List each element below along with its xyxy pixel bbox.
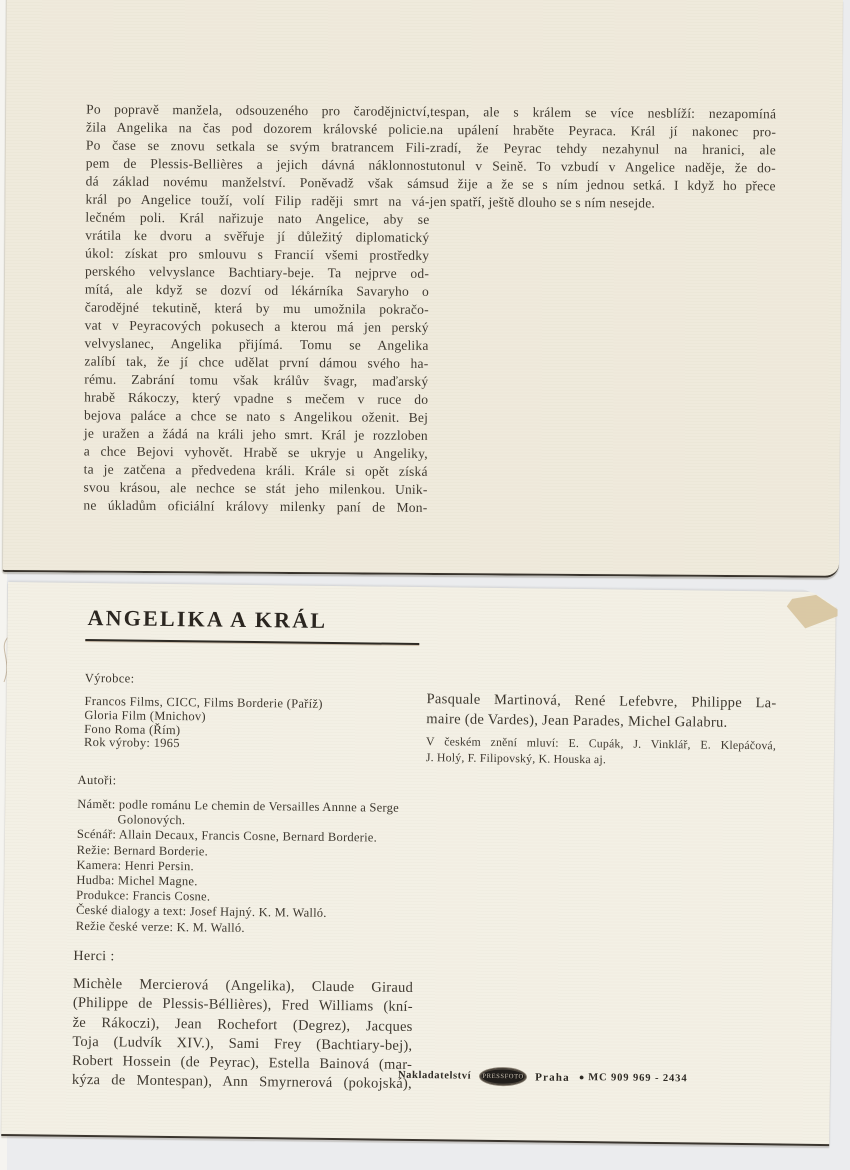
catalog-code-text: MC 909 969 - 2434 (588, 1072, 688, 1085)
text-line: je uražen a žádá na králi jeho smrt. Král je rozzloben (83, 425, 428, 443)
authors-label: Autoři: (77, 772, 117, 788)
text-line: sud žije a že se s ním jednou setká. I když ho přece (429, 175, 776, 194)
text-line: že Rákoczi), Jean Rochefort (Degrez), Jacques (72, 1014, 413, 1035)
text-line: (Philippe de Plessis-Béllières), Fred Williams (kní- (72, 995, 413, 1016)
text-line: Francos Films, CICC, Films Borderie (Paříž) (84, 693, 323, 711)
text-line: Golonových. (77, 812, 186, 828)
text-line: zradí, že Peyrac tehdy nezahynul na hranici, ale (429, 139, 776, 158)
text-line: maire (de Vardes), Jean Parades, Michel Galabru. (426, 711, 728, 731)
text-line: hrabě Rákoczy, který vpadne s mečem v ruce do (84, 389, 429, 407)
cast-label: Herci : (73, 948, 115, 965)
text-line: Kamera: Henri Persin. (76, 857, 195, 874)
title-underline (85, 639, 419, 645)
scanned-page-bottom (1, 582, 836, 1146)
text-line: Produkce: Francis Cosne. (76, 888, 211, 904)
text-line: pem de Plessis-Bellières a jejich dávná náklonnost (85, 155, 430, 173)
text-line: na upálení hraběte Peyraca. Král jí nakonec pro- (430, 121, 777, 140)
text-line: velvyslanec, Angelika přijímá. Tomu se Angelika (84, 335, 429, 353)
text-line: úkol: získat pro smlouvu s Francií všemi prostředky (85, 245, 430, 263)
text-line: jen spatří, ještě dlouho se s ním nesejde. (429, 193, 656, 211)
text-line: ta je zatčena a předvedena králi. Krále si opět získá (83, 461, 428, 479)
text-line: Gloria Film (Mnichov) (84, 707, 207, 724)
text-line: Michèle Mercierová (Angelika), Claude Giraud (72, 975, 414, 996)
text-line: zalíbí tak, že jí chce udělat první dámou svého ha- (84, 353, 429, 371)
dubbing-cast-list (426, 733, 776, 769)
text-line: tespan, ale s králem se více nesblíží: nezapomíná (430, 103, 777, 122)
text-line: Režie: Bernard Borderie. (76, 842, 209, 859)
text-line: bejova paláce a chce se nato s Angelikou oženit. Bej (84, 407, 429, 425)
text-line: vrátila ke dvoru a svěřuje jí důležitý diplomatický (85, 227, 430, 245)
cast-list (72, 975, 413, 1095)
text-line: kýza de Montespan), Ann Smyrnerová (pokojská), (71, 1072, 412, 1093)
text-line: České dialogy a text: Josef Hajný. K. M. Walló. (75, 903, 327, 921)
text-line: král po Angelice touží, volí Filip raději smrt na vá- (85, 191, 430, 209)
text-line: perského velvyslance Bachtiary-beje. Ta nejprve od- (85, 263, 430, 281)
text-line: V českém znění mluví: E. Cupák, J. Vinklář, E. Klepáčová, (426, 734, 777, 753)
text-line: svou krásou, ale nechce se stát jeho milenkou. Unik- (83, 479, 428, 497)
synopsis-column-right (429, 103, 776, 213)
film-title: ANGELIKA A KRÁL (87, 604, 328, 633)
text-line: mítá, ale když se dozví od lékárníka Savaryho o (84, 281, 429, 299)
pressfoto-logo-icon: PRESSFOTO (480, 1068, 526, 1086)
text-line: utonul v Seině. To vzbudí v Angelice naděje, že do- (429, 157, 776, 176)
text-line: J. Holý, F. Filipovský, K. Houska aj. (425, 750, 607, 767)
text-line: ne úkladům oficiální královy milenky paní de Mon- (83, 497, 428, 515)
text-line: rému. Zabrání tomu však králův švagr, maďarský (84, 371, 429, 389)
text-line: Toja (Ludvík XIV.), Sami Frey (Bachtiary-bej), (72, 1033, 413, 1054)
credits-list (76, 797, 468, 939)
scanned-page-top (2, 0, 843, 578)
text-line: Režie české verze: K. M. Walló. (75, 918, 245, 935)
text-line: Námět: podle románu Le chemin de Versailles Annne a Serge (77, 796, 400, 815)
text-line: Fono Roma (Řím) (84, 721, 181, 737)
text-line: Po čase se znovu setkala se svým bratrancem Fili- (85, 137, 430, 155)
text-line: čarodějné tekutině, která by mu umožnila pokračo- (84, 299, 429, 317)
text-line: Po popravě manžela, odsouzeného pro čarodějnictví, (86, 101, 431, 119)
text-line: vat v Peyracových pokusech a kterou má jen perský (84, 317, 429, 335)
text-line: lečném poli. Král nařizuje nato Angelice, aby se (85, 209, 430, 227)
text-line: a chce Bejovi vyhovět. Hrabě se ukryje u Angeliky, (83, 443, 428, 461)
bullet-icon: ● (578, 1072, 586, 1083)
publisher-city: Praha (535, 1070, 570, 1084)
publisher-name: Nakladatelství (397, 1069, 472, 1082)
text-line: Scénář: Allain Decaux, Francis Cosne, Bernard Borderie. (76, 827, 378, 845)
text-line: Hudba: Michel Magne. (76, 872, 198, 889)
synopsis-column-left (83, 101, 430, 517)
catalog-code (579, 1072, 688, 1084)
text-line: žila Angelika na čas pod dozorem královské policie. (86, 119, 431, 137)
foreign-cast-list (426, 689, 776, 733)
producer-list (84, 695, 385, 754)
text-line: Pasquale Martinová, René Lefebvre, Philippe La- (426, 691, 777, 712)
text-line: Rok výroby: 1965 (83, 735, 180, 751)
text-line: Robert Hossein (de Peyrac), Estella Bainová (mar- (72, 1053, 413, 1074)
producer-label: Výrobce: (84, 670, 135, 686)
text-line: dá základ novému manželství. Poněvadž však sám (85, 173, 430, 191)
publisher-line (398, 1067, 688, 1088)
